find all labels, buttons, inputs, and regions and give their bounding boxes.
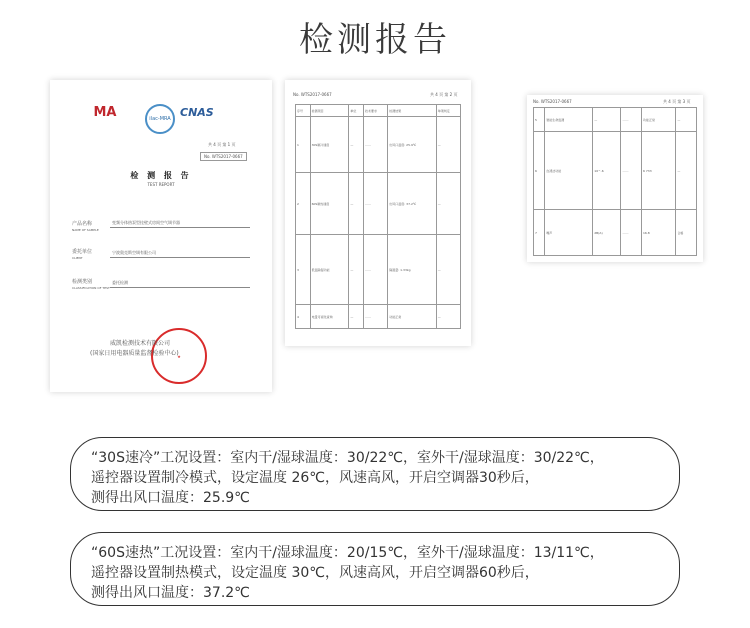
report-title-en: TEST REPORT: [147, 182, 175, 187]
test-result: 出风口温度: 25.9℃: [388, 117, 437, 173]
test-item: 30S制冷速度: [310, 117, 349, 173]
caption-box-heating: [70, 532, 680, 606]
results-table: [295, 104, 461, 329]
test-result: 除湿量: 1.33kg: [388, 235, 437, 305]
page-number: 共 4 页 第 2 页: [430, 92, 458, 97]
report-number: No. WTS2017-0667: [533, 99, 572, 104]
row-number: 2: [296, 173, 311, 235]
verdict: 合格: [676, 210, 697, 256]
unit: 10^-6: [593, 132, 621, 210]
caption-line: 测得出风口温度：25.9℃: [91, 490, 250, 506]
row-number: 5: [534, 108, 545, 132]
caption-line: 测得出风口温度：37.2℃: [91, 585, 250, 601]
field-label: 产品名称: [72, 221, 93, 227]
table-row: 4 电量可视化查询 — …… 功能正常 —: [296, 305, 461, 329]
test-result: 出风口温度: 37.2℃: [388, 173, 437, 235]
caption-line: “30S速冷”工况设置：室内干/湿球温度：30/22℃，室外干/湿球温度：30/22℃，: [91, 450, 604, 466]
row-number: 3: [296, 235, 311, 305]
test-item: 电量可视化查询: [310, 305, 349, 329]
test-result: 功能正常: [388, 305, 437, 329]
report-number: No. WTS2017-0667: [293, 92, 332, 97]
cma-logo: MA: [93, 105, 117, 120]
unit: dB(A): [593, 210, 621, 256]
field-label: 委托单位: [72, 249, 93, 255]
report-number: No. WTS2017-0667: [200, 152, 247, 161]
table-row: 7 噪声 dB(A) …… 16.8 合格: [534, 210, 697, 256]
report-cover-page: [50, 80, 272, 392]
field-label-en: CLASSIFICATION OF TEST: [72, 286, 110, 290]
test-result: 16.8: [642, 210, 676, 256]
field-value: 委托检测: [112, 280, 128, 285]
red-seal-stamp: ★: [151, 328, 207, 384]
field-value: 变频分体热泵型挂壁式房间空气调节器: [112, 220, 180, 225]
report-continuation-page: [527, 95, 703, 262]
row-number: 1: [296, 117, 311, 173]
column-header: 技术要求: [363, 105, 387, 117]
page-number: 共 4 页 第 3 页: [663, 99, 691, 104]
table-row: 6 自清洁功能 10^-6 …… 6 733 —: [534, 132, 697, 210]
test-result: 6 733: [642, 132, 676, 210]
column-header: 检测结果: [388, 105, 437, 117]
column-header: 单位: [349, 105, 364, 117]
test-item: 自清洁功能: [545, 132, 593, 210]
ilac-mra-logo: ilac-MRA: [145, 104, 175, 134]
row-number: 7: [534, 210, 545, 256]
field-label-en: NAME OF SAMPLE: [72, 228, 99, 232]
column-header: 单项判定: [436, 105, 460, 117]
field-label-en: CLIENT: [72, 256, 83, 260]
caption-line: 遥控器设置制热模式，设定温度 30℃，风速高风，开启空调器60秒后，: [91, 565, 539, 581]
cnas-logo: CNAS: [180, 106, 214, 119]
test-item: 60S制热速度: [310, 173, 349, 235]
row-number: 4: [296, 305, 311, 329]
field-value: 宁波奥克斯空调有限公司: [112, 250, 156, 255]
column-header: 检测项目: [310, 105, 349, 117]
caption-box-cooling: [70, 437, 680, 511]
page-number: 共 4 页 第 1 页: [208, 142, 236, 147]
column-header: 序号: [296, 105, 311, 117]
table-row: 2 60S制热速度 — …… 出风口温度: 37.2℃ —: [296, 173, 461, 235]
test-item: 低温除湿功能: [310, 235, 349, 305]
report-results-page: [285, 80, 471, 346]
results-table: [533, 107, 697, 256]
org-name: 威凯检测技术有限公司: [110, 340, 171, 347]
row-number: 6: [534, 132, 545, 210]
caption-line: 遥控器设置制冷模式，设定温度 26℃，风速高风，开启空调器30秒后，: [91, 470, 539, 486]
test-item: 噪声: [545, 210, 593, 256]
table-row: 3 低温除湿功能 — …… 除湿量: 1.33kg —: [296, 235, 461, 305]
test-result: 功能正常: [642, 108, 676, 132]
report-title: 检 测 报 告: [130, 171, 192, 180]
caption-line: “60S速热”工况设置：室内干/湿球温度：20/15℃，室外干/湿球温度：13/11℃，: [91, 545, 604, 561]
page-title: 检测报告: [299, 20, 451, 60]
table-row: 5 智能生命监测 — …… 功能正常 —: [534, 108, 697, 132]
org-subname: (国家日用电器质量监督检验中心): [90, 350, 179, 357]
test-item: 智能生命监测: [545, 108, 593, 132]
field-label: 检测类别: [72, 279, 93, 285]
table-row: 1 30S制冷速度 — …… 出风口温度: 25.9℃ —: [296, 117, 461, 173]
